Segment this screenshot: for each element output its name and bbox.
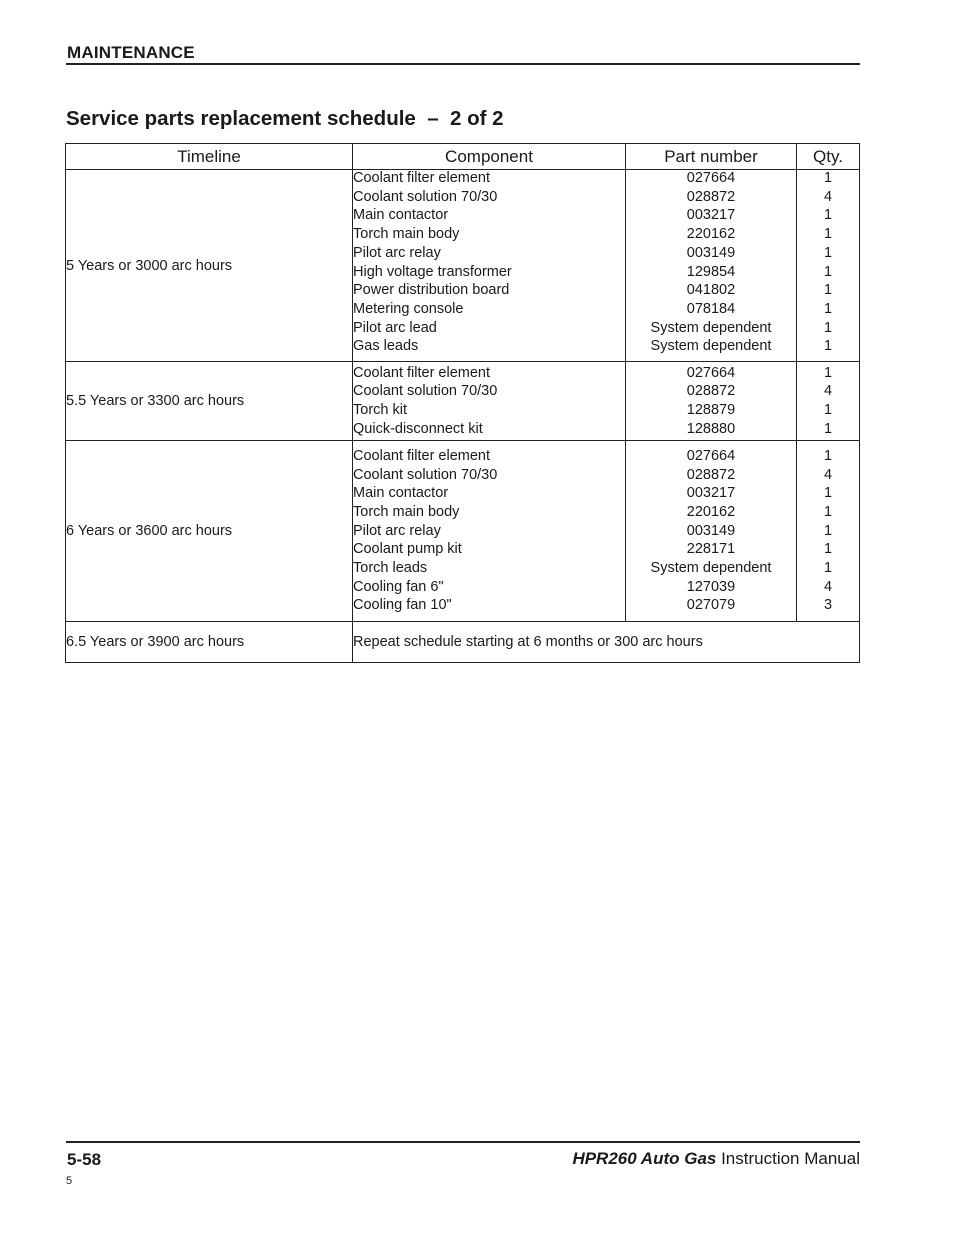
part-number-cell — [626, 170, 797, 362]
component-item: Torch leads — [353, 560, 428, 577]
part-number: 220162 — [686, 226, 736, 243]
component-item: Coolant filter element — [353, 364, 491, 381]
part-number: 228171 — [686, 541, 736, 558]
repeat-schedule-note: Repeat schedule starting at 6 months or 300 arc hours — [353, 622, 860, 663]
quantity-cell — [797, 170, 860, 362]
table-row — [66, 362, 860, 441]
footer-rule — [66, 1141, 860, 1143]
page-title: Service parts replacement schedule – 2 of 2 — [66, 107, 504, 130]
component-cell — [353, 441, 626, 622]
component-item: Pilot arc relay — [353, 522, 441, 539]
component-item: Main contactor — [353, 485, 449, 502]
quantity: 1 — [823, 338, 833, 355]
manual-label: Instruction Manual — [716, 1149, 860, 1168]
component-item: Torch main body — [353, 503, 460, 520]
component-item: Power distribution board — [353, 282, 510, 299]
timeline-cell: 6.5 Years or 3900 arc hours — [66, 622, 353, 663]
revision-number: 5 — [66, 1175, 73, 1187]
quantity: 1 — [823, 364, 833, 381]
quantity: 1 — [823, 420, 833, 437]
component-item: Quick-disconnect kit — [353, 420, 483, 437]
part-number: System dependent — [650, 560, 772, 577]
component-item: Pilot arc lead — [353, 319, 437, 336]
part-number: 129854 — [686, 263, 736, 280]
component-item: Main contactor — [353, 207, 449, 224]
quantity: 1 — [823, 282, 833, 299]
quantity: 3 — [823, 597, 833, 614]
column-header-component: Component — [353, 144, 626, 170]
table-row — [66, 441, 860, 622]
component-item: Torch kit — [353, 402, 407, 418]
timeline-cell: 6 Years or 3600 arc hours — [66, 441, 353, 622]
quantity-cell — [797, 362, 860, 441]
quantity: 1 — [823, 402, 833, 418]
part-number-cell — [626, 362, 797, 441]
component-cell — [353, 362, 626, 441]
page-number: 5-58 — [67, 1150, 102, 1169]
quantity: 1 — [823, 207, 833, 224]
quantity: 1 — [823, 541, 833, 558]
part-number: 128879 — [686, 402, 736, 418]
part-number: 028872 — [686, 188, 736, 205]
part-number-cell — [626, 441, 797, 622]
column-header-qty: Qty. — [797, 144, 860, 170]
part-number: 003217 — [686, 485, 736, 502]
quantity: 1 — [823, 560, 833, 577]
part-number: 220162 — [686, 503, 736, 520]
component-item: Coolant solution 70/30 — [353, 466, 498, 483]
parts-schedule-table — [65, 143, 860, 663]
quantity: 1 — [823, 522, 833, 539]
quantity: 4 — [823, 578, 833, 595]
part-number: 003149 — [686, 244, 736, 261]
quantity: 4 — [823, 466, 833, 483]
quantity: 1 — [823, 300, 833, 317]
component-item: Metering console — [353, 300, 464, 317]
component-item: Cooling fan 6" — [353, 578, 444, 595]
component-item: Gas leads — [353, 338, 419, 355]
component-item: Torch main body — [353, 226, 460, 243]
part-number: 041802 — [686, 282, 736, 299]
section-header: MAINTENANCE — [67, 43, 195, 62]
part-number: 127039 — [686, 578, 736, 595]
part-number: 003217 — [686, 207, 736, 224]
timeline-cell: 5.5 Years or 3300 arc hours — [66, 362, 353, 441]
component-item: Cooling fan 10" — [353, 597, 452, 614]
part-number: 027664 — [686, 169, 736, 186]
part-number: 027664 — [686, 447, 736, 464]
part-number: 028872 — [686, 466, 736, 483]
component-item: Pilot arc relay — [353, 244, 441, 261]
component-item: Coolant solution 70/30 — [353, 383, 498, 400]
quantity: 1 — [823, 244, 833, 261]
component-item: Coolant filter element — [353, 447, 491, 464]
part-number: System dependent — [650, 338, 772, 355]
table-row — [66, 170, 860, 362]
quantity-cell — [797, 441, 860, 622]
part-number: 027079 — [686, 597, 736, 614]
part-number: 128880 — [686, 420, 736, 437]
part-number: 003149 — [686, 522, 736, 539]
component-item: High voltage transformer — [353, 263, 512, 280]
part-number: 027664 — [686, 364, 736, 381]
part-number: 078184 — [686, 300, 736, 317]
product-name: HPR260 Auto Gas — [572, 1149, 717, 1168]
header-rule — [66, 63, 860, 65]
component-item: Coolant pump kit — [353, 541, 462, 558]
component-item: Coolant solution 70/30 — [353, 188, 498, 205]
quantity: 1 — [823, 485, 833, 502]
quantity: 4 — [823, 188, 833, 205]
part-number: 028872 — [686, 383, 736, 400]
manual-name — [572, 1149, 860, 1169]
column-header-timeline: Timeline — [66, 144, 353, 170]
timeline-cell: 5 Years or 3000 arc hours — [66, 170, 353, 362]
component-item: Coolant filter element — [353, 169, 491, 186]
quantity: 1 — [823, 447, 833, 464]
column-header-part-number: Part number — [626, 144, 797, 170]
quantity: 1 — [823, 263, 833, 280]
quantity: 4 — [823, 383, 833, 400]
quantity: 1 — [823, 169, 833, 186]
part-number: System dependent — [650, 319, 772, 336]
table-row — [66, 622, 860, 663]
component-cell — [353, 170, 626, 362]
table-header-row — [66, 144, 860, 170]
quantity: 1 — [823, 503, 833, 520]
quantity: 1 — [823, 319, 833, 336]
quantity: 1 — [823, 226, 833, 243]
